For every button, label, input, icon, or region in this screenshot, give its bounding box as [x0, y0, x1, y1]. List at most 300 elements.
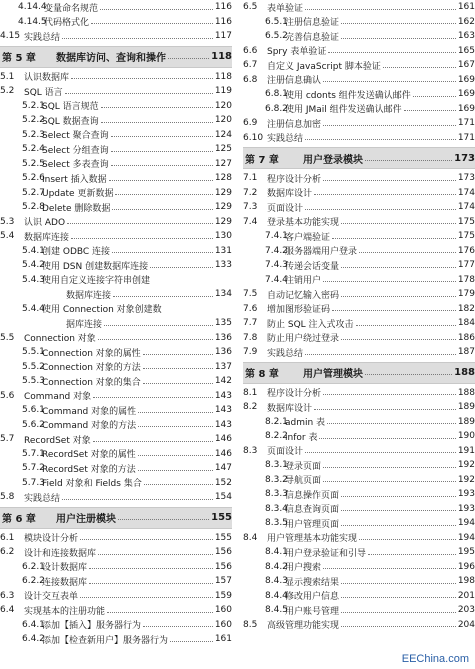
toc-entry — [0, 273, 232, 288]
toc-entry-title: 用户账号管理 — [285, 606, 340, 617]
toc-page-number: 119 — [214, 86, 232, 97]
toc-entry — [243, 502, 475, 517]
toc-entry-title: 防止 SQL 注入式攻击 — [267, 319, 354, 330]
toc-page-number: 154 — [214, 492, 232, 503]
toc-page-number: 163 — [457, 31, 475, 42]
toc-page-number: 196 — [457, 561, 475, 572]
toc-entry-number: 4.14.4 — [18, 2, 47, 13]
toc-page-number: 116 — [214, 16, 232, 27]
toc-entry — [243, 574, 475, 589]
dot-leader — [112, 252, 213, 253]
toc-entry-number: 5.6.1 — [22, 405, 45, 416]
toc-entry-title: 信息操作页面 — [285, 490, 340, 501]
dot-leader — [107, 612, 213, 613]
toc-entry — [0, 157, 232, 172]
dot-leader — [143, 354, 213, 355]
toc-entry — [243, 102, 475, 117]
toc-entry — [0, 29, 232, 44]
toc-entry — [243, 603, 475, 618]
toc-entry-title: Connection 对象的属性 — [42, 348, 141, 359]
dot-leader — [91, 23, 213, 24]
dot-leader — [89, 583, 213, 584]
toc-page-number: 128 — [214, 173, 232, 184]
toc-page-number: 159 — [214, 590, 232, 601]
toc-entry — [243, 73, 475, 88]
toc-page-number: 177 — [457, 260, 475, 271]
toc-entry-number: 5.2.1 — [22, 100, 45, 111]
toc-entry — [243, 171, 475, 186]
toc-entry-title: 用户注册模块 — [56, 514, 116, 525]
dot-leader — [93, 397, 213, 398]
toc-entry-title: 创建 ODBC 连接 — [42, 247, 111, 258]
toc-entry-title: RecordSet 对象 — [24, 435, 91, 446]
toc-page-number: 165 — [457, 45, 475, 56]
toc-entry-number: 6.8.1 — [265, 89, 288, 100]
toc-entry — [243, 229, 475, 244]
dot-leader — [80, 597, 213, 598]
dot-leader — [98, 339, 213, 340]
toc-entry-title: Command 对象 — [24, 392, 92, 403]
dot-leader — [111, 151, 213, 152]
toc-entry-title: SQL 语言规范 — [42, 102, 99, 113]
toc-entry-title: 服务器端用户登录 — [285, 247, 358, 258]
toc-chapter-entry — [0, 507, 232, 529]
toc-page-number: 176 — [457, 245, 475, 256]
toc-page-number: 135 — [214, 318, 232, 329]
toc-entry-number: 7.4 — [243, 216, 258, 227]
toc-entry — [0, 15, 232, 30]
toc-entry-title: 数据库设计 — [267, 403, 313, 414]
toc-page-number: 162 — [457, 16, 475, 27]
toc-entry — [0, 0, 232, 15]
dot-leader — [98, 554, 213, 555]
toc-entry — [0, 128, 232, 143]
toc-entry-title: 显示搜索结果 — [285, 577, 340, 588]
dot-leader — [341, 267, 456, 268]
toc-entry-number: 8.3.5 — [265, 518, 288, 529]
toc-entry — [0, 316, 232, 331]
toc-entry — [243, 589, 475, 604]
toc-entry-title: 数据库连接 — [24, 232, 70, 243]
dot-leader — [115, 194, 212, 195]
toc-entry-title: 实践总结 — [24, 493, 61, 504]
dot-leader — [328, 52, 455, 53]
toc-entry — [243, 545, 475, 560]
toc-page-number: 156 — [214, 547, 232, 558]
toc-entry-title: RecordSet 对象的属性 — [42, 450, 136, 461]
dot-leader — [323, 125, 456, 126]
toc-entry — [243, 273, 475, 288]
toc-entry-number: 7.4.2 — [265, 245, 288, 256]
toc-entry-number: 8.3 — [243, 445, 258, 456]
toc-entry-title: 登录基本功能实现 — [267, 218, 340, 229]
toc-entry — [243, 87, 475, 102]
toc-page-number: 175 — [457, 231, 475, 242]
toc-entry — [0, 258, 232, 273]
dot-leader — [341, 626, 456, 627]
dot-leader — [109, 180, 213, 181]
toc-entry — [243, 244, 475, 259]
toc-page-number: 157 — [214, 576, 232, 587]
toc-entry — [243, 531, 475, 546]
toc-entry — [243, 215, 475, 230]
toc-entry-title: 使用 JMail 组件发送确认邮件 — [285, 105, 402, 116]
toc-page-number: 155 — [211, 512, 232, 523]
toc-entry-number: 7.7 — [243, 318, 258, 329]
toc-entry-title: Connection 对象的方法 — [42, 363, 141, 374]
dot-leader — [314, 409, 456, 410]
toc-page-number: 127 — [214, 158, 232, 169]
toc-page-number: 161 — [457, 2, 475, 13]
dot-leader — [341, 510, 456, 511]
toc-entry — [0, 331, 232, 346]
watermark: EEChina.com — [401, 653, 469, 665]
toc-entry-title: 完善信息验证 — [285, 32, 340, 43]
toc-entry-number: 5.7.1 — [22, 448, 45, 459]
dot-leader — [356, 325, 456, 326]
toc-page-number: 167 — [457, 60, 475, 71]
dot-leader — [323, 180, 456, 181]
toc-page-number: 193 — [457, 503, 475, 514]
dot-leader — [118, 519, 209, 520]
toc-left-column — [0, 0, 232, 647]
dot-leader — [323, 394, 456, 395]
toc-entry-number: 5.5.2 — [22, 361, 45, 372]
toc-chapter-entry — [243, 147, 475, 169]
toc-entry-title: 设计交互表单 — [24, 592, 79, 603]
toc-entry-title: 页面设计 — [267, 203, 304, 214]
toc-page-number: 203 — [457, 605, 475, 616]
toc-entry-title: 程序设计分析 — [267, 389, 322, 400]
toc-entry-title: infor 表 — [285, 432, 318, 443]
toc-entry-number: 8.3.1 — [265, 460, 288, 471]
toc-entry-number: 5.8 — [0, 492, 15, 503]
toc-page-number: 169 — [457, 74, 475, 85]
toc-entry-title: 变量命名规范 — [44, 3, 99, 14]
toc-entry — [0, 302, 232, 317]
toc-entry — [0, 345, 232, 360]
toc-page-number: 118 — [214, 71, 232, 82]
toc-page-number: 156 — [214, 561, 232, 572]
toc-page-number: 173 — [457, 173, 475, 184]
toc-entry-title: Connection 对象 — [24, 334, 96, 345]
toc-chapter-entry — [243, 362, 475, 384]
dot-leader — [62, 38, 213, 39]
toc-page-number: 129 — [214, 202, 232, 213]
toc-entry — [0, 545, 232, 560]
toc-entry — [243, 516, 475, 531]
toc-entry — [243, 0, 475, 15]
toc-entry — [243, 116, 475, 131]
toc-page-number: 188 — [454, 367, 475, 378]
toc-entry-title: 修改用户信息 — [285, 592, 340, 603]
dot-leader — [305, 452, 456, 453]
toc-entry-number: 5.4.1 — [22, 245, 45, 256]
toc-entry-number: 6.3 — [0, 590, 15, 601]
toc-entry-number: 8.3.4 — [265, 503, 288, 514]
dot-leader — [71, 238, 213, 239]
toc-entry-number: 5.6.2 — [22, 419, 45, 430]
dot-leader — [62, 499, 213, 500]
dot-leader — [305, 139, 456, 140]
dot-leader — [113, 296, 213, 297]
toc-entry — [243, 58, 475, 73]
toc-entry-title: 添加【插入】服务器行为 — [42, 621, 142, 632]
toc-entry-number: 5.7.3 — [22, 477, 45, 488]
dot-leader — [144, 484, 213, 485]
toc-entry-number: 5.5.1 — [22, 347, 45, 358]
toc-entry-title: 设计和连接数据库 — [24, 548, 97, 559]
toc-page-number: 188 — [457, 387, 475, 398]
toc-entry-number: 6.9 — [243, 118, 258, 129]
toc-entry — [243, 560, 475, 575]
toc-entry-title: Update 更新数据 — [42, 189, 114, 200]
toc-entry — [243, 186, 475, 201]
dot-leader — [323, 281, 456, 282]
dot-leader — [143, 383, 213, 384]
dot-leader — [100, 9, 213, 10]
toc-entry — [243, 618, 475, 633]
toc-entry — [0, 113, 232, 128]
toc-entry-title: 据库连接 — [66, 319, 103, 330]
toc-entry — [0, 200, 232, 215]
toc-entry-title: 使用 Connection 对象创建数 — [42, 305, 162, 316]
toc-entry-title: Select 分组查询 — [42, 145, 109, 156]
toc-page-number: 171 — [457, 118, 475, 129]
toc-entry — [0, 560, 232, 575]
toc-entry-number: 8.4 — [243, 532, 258, 543]
toc-entry-number: 第 6 章 — [2, 514, 36, 525]
toc-page-number: 155 — [214, 532, 232, 543]
toc-entry — [243, 473, 475, 488]
toc-entry — [0, 531, 232, 546]
toc-page-number: 129 — [214, 216, 232, 227]
toc-entry — [243, 386, 475, 401]
dot-leader — [365, 160, 452, 161]
toc-entry-title: 注册信息确认 — [267, 76, 322, 87]
dot-leader — [341, 525, 456, 526]
toc-entry — [243, 400, 475, 415]
toc-entry-title: SQL 语言 — [24, 87, 63, 98]
toc-page-number: 186 — [457, 332, 475, 343]
dot-leader — [65, 93, 213, 94]
toc-entry — [0, 432, 232, 447]
dot-leader — [314, 194, 456, 195]
toc-entry — [0, 244, 232, 259]
toc-entry-title: 传递会话变量 — [285, 261, 340, 272]
toc-page-number: 179 — [457, 289, 475, 300]
toc-page-number: 174 — [457, 202, 475, 213]
toc-page-number: 125 — [214, 144, 232, 155]
dot-leader — [111, 136, 213, 137]
dot-leader — [168, 58, 209, 59]
toc-entry-title: SQL 数据查询 — [42, 116, 99, 127]
toc-page-number: 169 — [457, 103, 475, 114]
toc-entry-title: Field 对象和 Fields 集合 — [42, 479, 142, 490]
toc-page-number: 171 — [457, 132, 475, 143]
toc-entry — [243, 316, 475, 331]
toc-page-number: 194 — [457, 518, 475, 529]
toc-page-number: 143 — [214, 405, 232, 416]
dot-leader — [341, 496, 456, 497]
toc-entry-number: 5.6 — [0, 390, 15, 401]
dot-leader — [359, 252, 456, 253]
toc-entry-title: 使用自定义连接字符串创建 — [42, 276, 151, 287]
toc-entry-number: 7.1 — [243, 173, 258, 184]
toc-entry-title: 实现基本的注册功能 — [24, 606, 106, 617]
toc-entry — [243, 429, 475, 444]
toc-entry-title: Command 对象的属性 — [42, 406, 137, 417]
toc-page-number: 143 — [214, 390, 232, 401]
toc-entry-title: Spry 表单验证 — [267, 47, 327, 58]
toc-entry-title: 模块设计分析 — [24, 534, 79, 545]
toc-entry-title: 用户管理页面 — [285, 519, 340, 530]
dot-leader — [404, 110, 456, 111]
toc-page-number: 131 — [214, 245, 232, 256]
toc-entry-title: 用户管理基本功能实现 — [267, 534, 358, 545]
toc-entry-title: Connection 对象的集合 — [42, 377, 141, 388]
dot-leader — [101, 107, 213, 108]
toc-entry-title: 使用 cdonts 组件发送确认邮件 — [285, 90, 411, 101]
toc-entry-number: 5.4.3 — [22, 274, 45, 285]
toc-entry-number: 第 5 章 — [2, 53, 36, 64]
toc-entry-number: 8.4.3 — [265, 576, 288, 587]
toc-entry-number: 7.2 — [243, 187, 258, 198]
toc-entry-title: 认识 ADO — [24, 218, 66, 229]
toc-entry — [0, 589, 232, 604]
toc-entry-number: 6.4 — [0, 605, 15, 616]
toc-entry-number: 5.3 — [0, 216, 15, 227]
dot-leader — [138, 426, 213, 427]
toc-entry — [243, 302, 475, 317]
toc-entry — [0, 389, 232, 404]
toc-entry-title: 注册信息验证 — [285, 18, 340, 29]
toc-entry-title: Select 多表查询 — [42, 160, 109, 171]
dot-leader — [332, 310, 456, 311]
toc-entry-title: 高级管理功能实现 — [267, 621, 340, 632]
toc-entry — [0, 186, 232, 201]
toc-entry-number: 5.4 — [0, 231, 15, 242]
toc-entry-number: 5.1 — [0, 71, 15, 82]
toc-entry-title: 防止用户绕过登录 — [267, 334, 340, 345]
toc-page-number: 134 — [214, 289, 232, 300]
toc-entry-number: 6.2.1 — [22, 561, 45, 572]
toc-entry-number: 6.5 — [243, 2, 258, 13]
toc-page-number: 175 — [457, 216, 475, 227]
dot-leader — [383, 67, 456, 68]
toc-entry-number: 8.2.2 — [265, 431, 288, 442]
dot-leader — [341, 223, 456, 224]
toc-entry — [0, 632, 232, 647]
toc-entry — [0, 84, 232, 99]
toc-page-number: 136 — [214, 332, 232, 343]
toc-page-number: 152 — [214, 477, 232, 488]
toc-entry-number: 8.4.1 — [265, 547, 288, 558]
toc-entry-title: RecordSet 对象的方法 — [42, 464, 136, 475]
toc-page-number: 146 — [214, 448, 232, 459]
dot-leader — [138, 455, 213, 456]
toc-entry-number: 8.2.1 — [265, 416, 288, 427]
toc-entry-title: 用户搜索 — [285, 563, 322, 574]
toc-page-number: 182 — [457, 303, 475, 314]
toc-entry-number: 5.2.8 — [22, 202, 45, 213]
toc-entry-number: 7.6 — [243, 303, 258, 314]
toc-entry-title: 页面设计 — [267, 447, 304, 458]
toc-page-number: 192 — [457, 474, 475, 485]
toc-entry-title: 导航页面 — [285, 476, 322, 487]
toc-entry-title: 代码格式化 — [44, 18, 90, 29]
toc-entry — [0, 603, 232, 618]
toc-entry-number: 5.2 — [0, 86, 15, 97]
toc-page-number: 143 — [214, 419, 232, 430]
toc-entry-title: 实践总结 — [267, 134, 304, 145]
toc-entry-title: 设计数据库 — [42, 563, 88, 574]
dot-leader — [150, 267, 213, 268]
toc-entry — [0, 618, 232, 633]
toc-entry-number: 5.5.3 — [22, 376, 45, 387]
toc-entry-title: Command 对象的方法 — [42, 421, 137, 432]
dot-leader — [143, 626, 213, 627]
toc-page-number: 204 — [457, 619, 475, 630]
toc-entry-number: 6.2.2 — [22, 576, 45, 587]
toc-entry-title: 表单验证 — [267, 3, 304, 14]
toc-entry-number: 8.2 — [243, 402, 258, 413]
toc-page-number: 187 — [457, 347, 475, 358]
dot-leader — [341, 339, 456, 340]
toc-entry-number: 第 8 章 — [245, 369, 279, 380]
toc-entry-number: 8.5 — [243, 619, 258, 630]
toc-page-number: 147 — [214, 463, 232, 474]
toc-page-number: 133 — [214, 260, 232, 271]
toc-entry — [243, 345, 475, 360]
dot-leader — [93, 441, 213, 442]
toc-entry-title: Delete 删除数据 — [42, 203, 111, 214]
dot-leader — [359, 539, 456, 540]
dot-leader — [323, 568, 456, 569]
toc-entry-title: 实践总结 — [24, 32, 61, 43]
dot-leader — [332, 238, 456, 239]
toc-chapter-entry — [0, 46, 232, 68]
toc-page-number: 191 — [457, 445, 475, 456]
toc-entry-number: 6.8.2 — [265, 103, 288, 114]
dot-leader — [341, 23, 456, 24]
dot-leader — [323, 467, 456, 468]
dot-leader — [143, 368, 213, 369]
toc-entry — [0, 215, 232, 230]
toc-entry-number: 6.6 — [243, 45, 258, 56]
dot-leader — [80, 539, 213, 540]
toc-page-number: 120 — [214, 115, 232, 126]
dot-leader — [323, 81, 456, 82]
toc-entry-title: 数据库连接 — [66, 290, 112, 301]
toc-entry-number: 6.2 — [0, 547, 15, 558]
toc-page-number: 161 — [214, 634, 232, 645]
toc-right-column — [243, 0, 475, 632]
toc-page-number: 173 — [454, 152, 475, 164]
toc-entry-number: 7.4.3 — [265, 260, 288, 271]
toc-page-number: 190 — [457, 431, 475, 442]
toc-page-number: 160 — [214, 619, 232, 630]
dot-leader — [305, 209, 456, 210]
toc-entry — [243, 487, 475, 502]
dot-leader — [323, 481, 456, 482]
toc-entry-number: 7.9 — [243, 347, 258, 358]
dot-leader — [413, 96, 456, 97]
toc-entry — [243, 415, 475, 430]
dot-leader — [341, 583, 456, 584]
toc-entry — [243, 331, 475, 346]
toc-page-number: 194 — [457, 532, 475, 543]
